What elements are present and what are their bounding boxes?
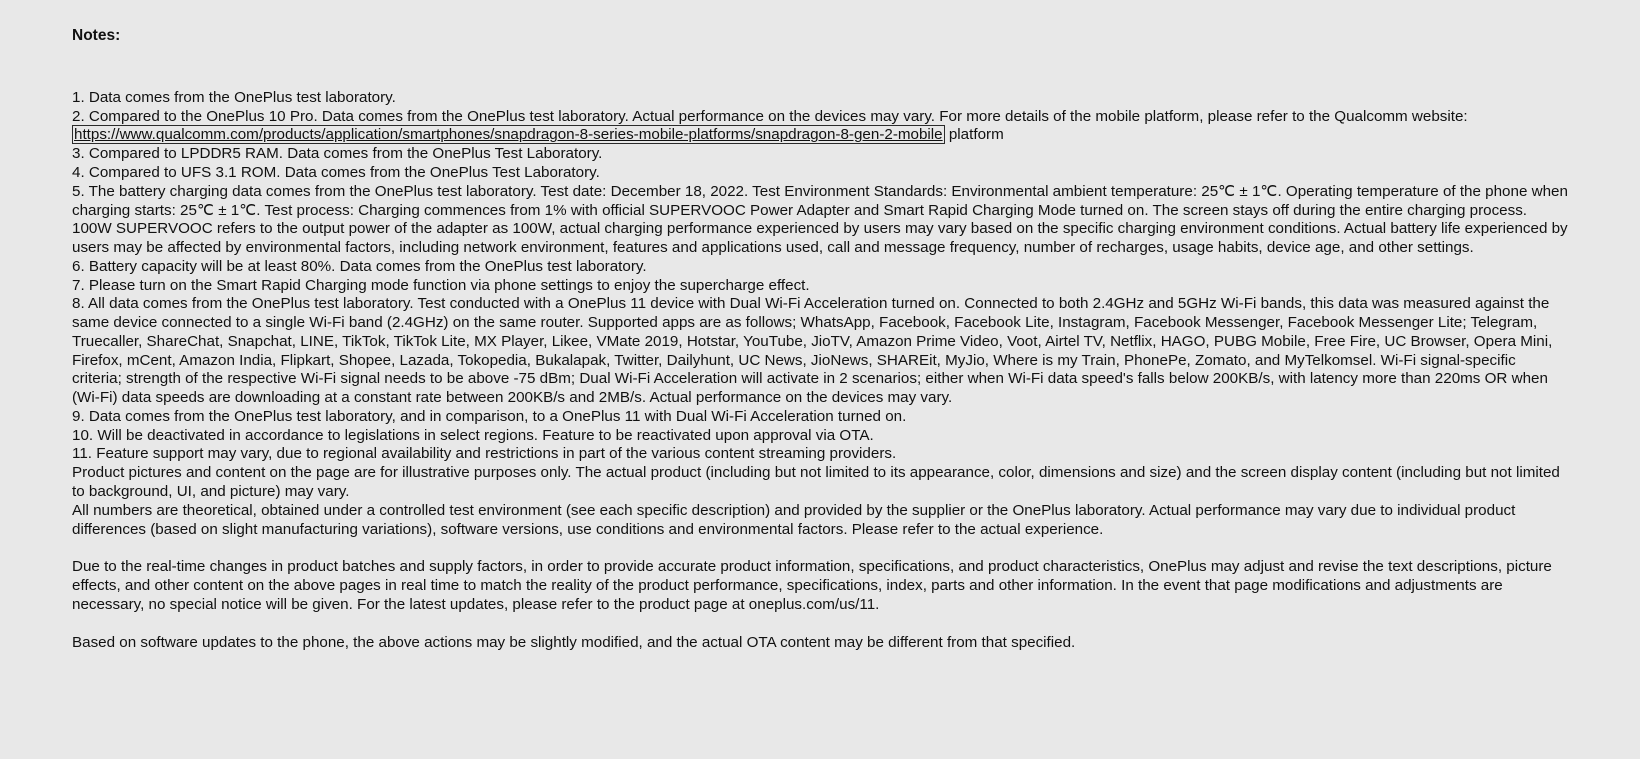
qualcomm-snapdragon-link[interactable]: https://www.qualcomm.com/products/application/smartphones/snapdragon-8-series-mobile-platforms/snapdragon-8-gen-2-mobile bbox=[74, 126, 943, 144]
notes-list bbox=[72, 89, 1568, 539]
note-item-8: 8. All data comes from the OnePlus test laboratory. Test conducted with a OnePlus 11 device with Dual Wi-Fi Acceleration turned on. Connected to both 2.4GHz and 5GHz Wi-Fi bands, this data was measured against the same device connected to a single Wi-Fi band (2.4GHz) on the same router. Supported apps are as follows; WhatsApp, Facebook, Facebook Lite, Instagram, Facebook Messenger, Facebook Messenger Lite; Telegram, Truecaller, ShareChat, Snapchat, LINE, TikTok, TikTok Lite, MX Player, Likee, VMate 2019, Hotstar, YouTube, JioTV, Amazon Prime Video, Voot, Airtel TV, Netflix, HAGO, PUBG Mobile, Free Fire, UC Browser, Opera Mini, Firefox, mCent, Amazon India, Flipkart, Shopee, Lazada, Tokopedia, Bukalapak, Twitter, Dailyhunt, UC News, JioNews, SHAREit, MyJio, Where is my Train, PhonePe, Zomato, and MyTelkomsel. Wi-Fi signal-specific criteria; strength of the respective Wi-Fi signal needs to be above -75 dBm; Dual Wi-Fi Acceleration will activate in 2 scenarios; either when Wi-Fi data speed's falls below 200KB/s, with latency more than 220ms OR when (Wi-Fi) data speeds are downloading at a constant rate between 200KB/s and 2MB/s. Actual performance on the devices may vary. bbox=[72, 295, 1553, 407]
paragraph-spacer-1 bbox=[72, 539, 1568, 558]
paragraph-product-batches: Due to the real-time changes in product batches and supply factors, in order to provide accurate product information, specifications, and product characteristics, OnePlus may adjust and revise the text descriptions, picture effects, and other content on the above pages in real time to match the reality of the product performance, specifications, index, parts and other information. In the event that page modifications and adjustments are necessary, no special notice will be given. For the latest updates, please refer to the product page at oneplus.com/us/11. bbox=[72, 558, 1552, 613]
title-spacer bbox=[72, 47, 1568, 89]
page-title: Notes: bbox=[72, 27, 121, 44]
note-item-1: 1. Data comes from the OnePlus test laboratory. bbox=[72, 88, 396, 106]
paragraph-software-updates: Based on software updates to the phone, the above actions may be slightly modified, and the actual OTA content may be different from that specified. bbox=[72, 633, 1076, 651]
note-item-11: 11. Feature support may vary, due to regional availability and restrictions in part of the various content streaming providers. bbox=[72, 445, 897, 463]
note-item-9: 9. Data comes from the OnePlus test laboratory, and in comparison, to a OnePlus 11 with Dual Wi-Fi Acceleration turned on. bbox=[72, 407, 907, 425]
note-item-theoretical-numbers: All numbers are theoretical, obtained under a controlled test environment (see each specific description) and provided by the supplier or the OnePlus laboratory. Actual performance may vary due to individual product differences (based on slight manufacturing variations), software versions, use conditions and environmental factors. Please refer to the actual experience. bbox=[72, 501, 1516, 538]
note-item-7: 7. Please turn on the Smart Rapid Charging mode function via phone settings to enjoy the supercharge effect. bbox=[72, 276, 810, 294]
note-2-prefix: 2. Compared to the OnePlus 10 Pro. Data comes from the OnePlus test laboratory. Actual performance on the devices may vary. For more details of the mobile platform, please refer to the Qualcomm website: bbox=[72, 107, 1468, 125]
note-2-suffix: platform bbox=[944, 126, 1004, 144]
note-item-6: 6. Battery capacity will be at least 80%. Data comes from the OnePlus test laboratory. bbox=[72, 257, 647, 275]
note-item-product-pictures: Product pictures and content on the page are for illustrative purposes only. The actual product (including but not limited to its appearance, color, dimensions and size) and the screen display content (including but not limited to background, UI, and picture) may vary. bbox=[72, 464, 1560, 500]
note-item-10: 10. Will be deactivated in accordance to legislations in select regions. Feature to be reactivated upon approval via OTA. bbox=[72, 426, 874, 444]
note-item-5: 5. The battery charging data comes from the OnePlus test laboratory. Test date: December 18, 2022. Test Environment Standards: Environmental ambient temperature: 25℃ ± 1℃. Operating temperature of the phone when charging starts: 25℃ ± 1℃. Test process: Charging commences from 1% with official SUPERVOOC Power Adapter and Smart Rapid Charging Mode turned on. The screen stays off during the entire charging process. 100W SUPERVOOC refers to the output power of the adapter as 100W, actual charging performance experienced by users may vary based on the specific charging environment conditions. Actual battery life experienced by users may be affected by environmental factors, including network environment, features and applications used, call and message frequency, number of recharges, usage habits, device age, and other settings. bbox=[72, 182, 1568, 257]
note-item-4: 4. Compared to UFS 3.1 ROM. Data comes from the OnePlus Test Laboratory. bbox=[72, 163, 600, 181]
note-item-3: 3. Compared to LPDDR5 RAM. Data comes from the OnePlus Test Laboratory. bbox=[72, 145, 603, 163]
note-item-2 bbox=[72, 108, 1568, 146]
paragraph-spacer-2 bbox=[72, 615, 1568, 634]
